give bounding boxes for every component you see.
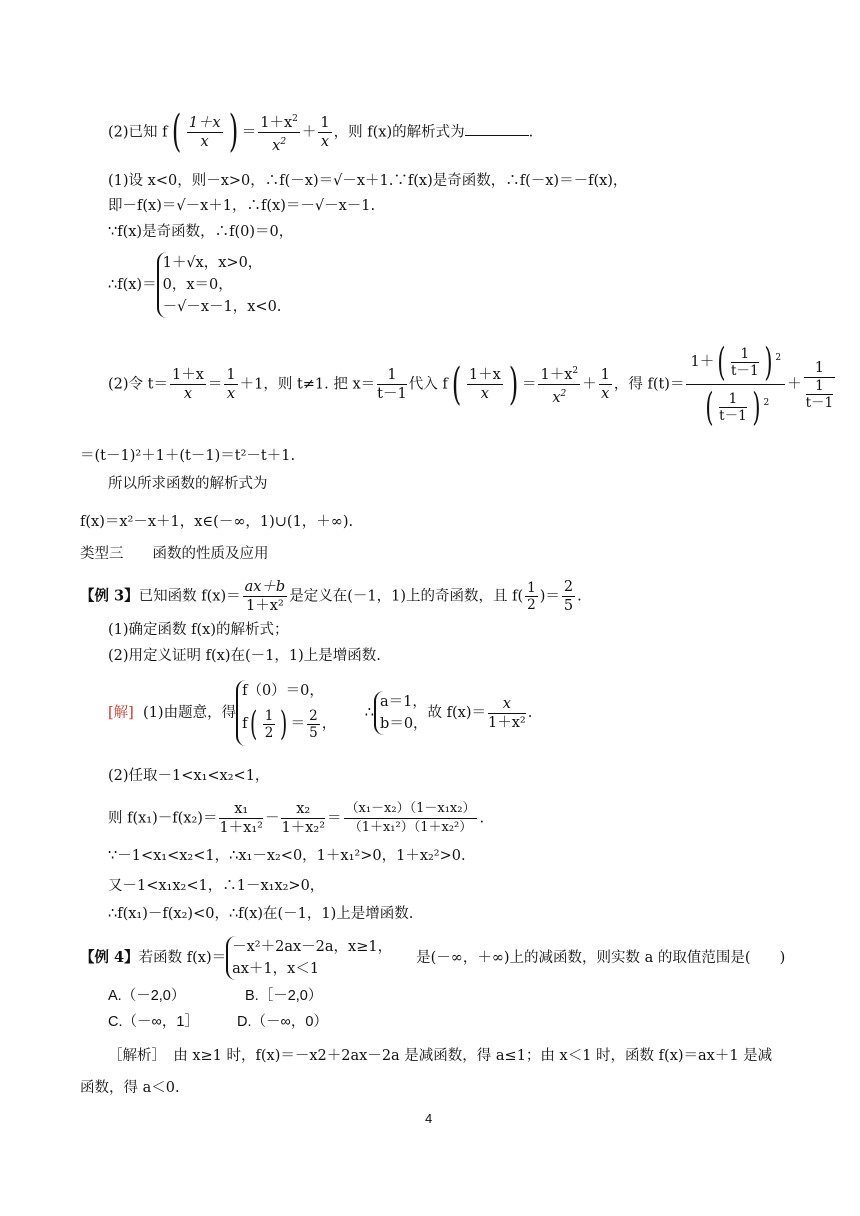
right-bracket: ) [508, 358, 519, 410]
analysis-line1: ［解析］ 由 x≥1 时，f(x)＝－x2＋2ax－2a 是减函数，得 a≤1；由 x＜1 时，函数 f(x)＝ax＋1 是减 [108, 1048, 773, 1064]
solution-tag: [解] [108, 705, 134, 721]
fraction: $\frac{2}{5}$ [563, 579, 574, 614]
example-3-solution-line6: ∴f(x₁)－f(x₂)<0，∴f(x)在(－1，1)上是增函数. [108, 906, 414, 922]
solution-2-line4: f(x)＝x²－x＋1，x∈(－∞，1)∪(1，＋∞). [80, 514, 354, 530]
fraction: $\frac{1}{2}$ [527, 580, 536, 613]
fraction: $\frac{\text{x₁}}{\text{1＋x₁²}}$ [219, 801, 263, 836]
fraction: $\frac{ax+b}{\text{1＋x²}}$ [244, 579, 286, 614]
fraction: $\frac{1}{x}$ [226, 367, 236, 402]
text: (2)已知 f [108, 124, 168, 141]
fraction: $\frac{1}{x}$ [320, 114, 330, 150]
right-bracket: ) [228, 106, 238, 158]
example-3-solution-part2: (2)任取－1<x₁<x₂<1， [108, 768, 270, 784]
case-brace: f（0）＝0， f( $\frac{1}{2}$ ) ＝ $\frac{2}{5}$ ， [236, 680, 336, 746]
compound-fraction: 1＋( $\frac{1}{t-1}$ ) $^2$ ( $\frac{1}{t-1}$ ) $^2$ [686, 340, 785, 429]
example-3-solution-part1: [解] (1)由题意，得 f（0）＝0， f( $\frac{1}{2}$ ) ＝ $\frac{2}{5}$ ， ∴ a＝1， b＝0， 故 f(x)＝ $\frac{x}{\text{1＋x²}}$ . [108, 680, 532, 746]
solution-2-line2: ＝(t－1)²＋1＋(t－1)＝t²－t＋1. [80, 448, 296, 464]
fraction: $\frac{1+x^2}{x^2}$ [538, 362, 580, 407]
solution-2-line1: (2)令 t＝ $\frac{1+x}{x}$ ＝ $\frac{1}{x}$ ＋1，则 t≠1. 把 x＝ $\frac{1}{t-1}$ 代入 f( $\frac{1+x}{x}$ ) ＝ $\frac{1+x^2}{x^2}$ ＋ $\frac{1}{x}$ ，得 f(t)＝ 1＋( $\frac{1}{t-1}$ ) $^2$ ( $\frac{1}{t-1}$ ) $^2$ ＋ $\frac{1}{\frac{1}{t-1}}$ [108, 340, 834, 429]
case-brace: 1＋√x，x>0， 0，x＝0， －√－x－1，x<0. [157, 252, 282, 318]
example-3-statement: 【例 3】已知函数 f(x)＝ $\frac{ax+b}{\text{1＋x²}}$ 是定义在(－1，1)上的奇函数，且 f( $\frac{1}{2}$ )＝ $\frac{2}{5}$ . [80, 579, 582, 614]
section-title: 类型三 函数的性质及应用 [80, 546, 269, 562]
fraction: $\frac{1+x}{x}$ [188, 114, 221, 150]
piecewise-function: ∴f(x)＝ 1＋√x，x>0， 0，x＝0， －√－x－1，x<0. [108, 252, 281, 318]
fraction: $\frac{1+x^2}{x^2}$ [258, 110, 300, 155]
option-c: C.（－∞，1］ [108, 1014, 199, 1030]
solution-1-line3: ∵f(x)是奇函数，∴f(0)＝0， [108, 224, 294, 240]
option-b: B.［－2,0） [245, 988, 323, 1004]
example-3-question-1: (1)确定函数 f(x)的解析式； [108, 622, 289, 638]
fraction: $\frac{1+x}{x}$ [468, 367, 501, 402]
left-bracket: ( [171, 106, 181, 158]
analysis-line2: 函数，得 a＜0. [80, 1080, 180, 1096]
example-3-question-2: (2)用定义证明 f(x)在(－1，1)上是增函数. [108, 648, 381, 664]
left-bracket: ( [451, 358, 462, 410]
example-4-statement: 【例 4】若函数 f(x)＝ －x²＋2ax－2a，x≥1， ax＋1，x＜1 是(－∞，＋∞)上的减函数，则实数 a 的取值范围是( ) [80, 936, 785, 980]
solution-2-line3: 所以所求函数的解析式为 [108, 476, 268, 492]
fraction: $\frac{\text{（x₁－x₂）（1－x₁x₂）}}{\text{（1＋x₁²）（1＋x₂²）}}$ [345, 801, 476, 835]
option-d: D.（－∞，0） [237, 1014, 328, 1030]
solution-1-line1: (1)设 x<0，则－x>0，∴f(－x)＝√－x＋1.∵f(x)是奇函数，∴f(－x)＝－f(x)， [108, 173, 628, 189]
example-3-solution-line4: ∵－1<x₁<x₂<1，∴x₁－x₂<0，1＋x₁²>0，1＋x₂²>0. [108, 848, 466, 864]
fraction: $\frac{1}{x}$ [600, 367, 610, 402]
option-a: A.（－2,0） [108, 988, 186, 1004]
solution-1-line2: 即－f(x)＝√－x＋1，∴f(x)＝－√－x－1. [108, 198, 376, 214]
example-3-solution-line5: 又－1<x₁x₂<1，∴1－x₁x₂>0， [108, 878, 325, 894]
question-2-given: (2)已知 f( $\frac{1+x}{x}$ ) ＝ $\frac{1+x^2}{x^2}$ ＋ $\frac{1}{x}$ ，则 f(x)的解析式为 . [108, 106, 534, 158]
case-brace: －x²＋2ax－2a，x≥1， ax＋1，x＜1 [226, 936, 392, 980]
page-number: 4 [425, 1111, 433, 1126]
fraction: $\frac{\text{x₂}}{\text{1＋x₂²}}$ [281, 801, 326, 836]
fraction: $\frac{1+x}{x}$ [171, 367, 204, 402]
answer-blank [465, 121, 529, 136]
compound-fraction: $\frac{1}{\frac{1}{t-1}}$ [805, 359, 834, 411]
case-brace: a＝1， b＝0， [374, 691, 428, 735]
fraction: $\frac{x}{\text{1＋x²}}$ [488, 695, 526, 731]
fraction: $\frac{1}{t-1}$ [377, 367, 407, 402]
example-3-difference: 则 f(x₁)－f(x₂)＝ $\frac{\text{x₁}}{\text{1＋x₁²}}$ － $\frac{\text{x₂}}{\text{1＋x₂²}}$ ＝ $\frac{\text{（x₁－x₂）（1－x₁x₂）}}{\text{（1＋x₁²）（1＋x₂²）}}$ . [108, 801, 485, 836]
